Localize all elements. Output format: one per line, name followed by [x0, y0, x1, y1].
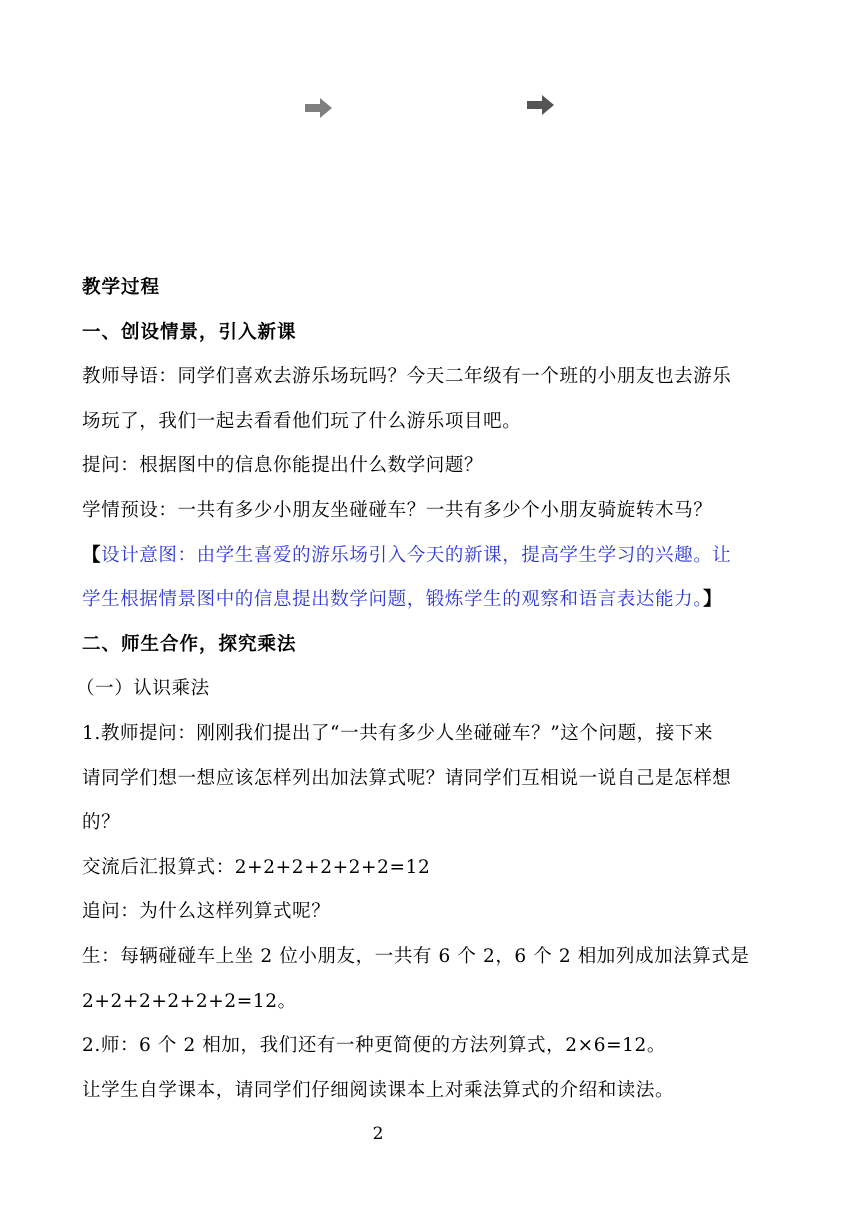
design-open-bracket: 【	[82, 544, 102, 566]
preset-line: 学情预设：一共有多少小朋友坐碰碰车？一共有多少个小朋友骑旋转木马？	[82, 499, 713, 521]
part2-subheading: （一）认识乘法	[76, 678, 210, 700]
design-close-bracket: 】	[703, 589, 723, 611]
item2-line: 2.师：6 个 2 相加，我们还有一种更简便的方法列算式，2×6=12。	[82, 1035, 667, 1057]
design-intent-line-2	[82, 578, 782, 623]
design-intent-text-1: 设计意图：由学生喜爱的游乐场引入今天的新课，提高学生学习的兴趣。让	[101, 544, 732, 566]
intro-line-1: 教师导语：同学们喜欢去游乐场玩吗？今天二年级有一个班的小朋友也去游乐	[82, 366, 732, 388]
left-arrow-icon	[305, 97, 333, 119]
question-line: 提问：根据图中的信息你能提出什么数学问题？	[82, 455, 484, 477]
right-arrow-icon	[527, 94, 555, 116]
document-body	[76, 266, 782, 1113]
item1-line-2: 请同学们想一想应该怎样列出加法算式呢？请同学们互相说一说自己是怎样想	[82, 767, 732, 789]
selfstudy-line: 让学生自学课本，请同学们仔细阅读课本上对乘法算式的介绍和读法。	[82, 1079, 675, 1101]
answer-line-1: 生：每辆碰碰车上坐 2 位小朋友，一共有 6 个 2，6 个 2 相加列成加法算式是	[82, 945, 750, 967]
report-line: 交流后汇报算式：2+2+2+2+2+2=12	[82, 856, 431, 878]
design-intent-line-1	[82, 534, 782, 579]
design-intent-text-2: 学生根据情景图中的信息提出数学问题，锻炼学生的观察和语言表达能力。	[82, 589, 704, 611]
part2-heading: 二、师生合作，探究乘法	[82, 633, 297, 655]
intro-line-2: 场玩了，我们一起去看看他们玩了什么游乐项目吧。	[82, 410, 522, 432]
item1-line-3: 的？	[82, 812, 121, 834]
item1-line-1: 1.教师提问：刚刚我们提出了“一共有多少人坐碰碰车？”这个问题，接下来	[82, 722, 714, 744]
answer-line-2: 2+2+2+2+2+2=12。	[82, 990, 297, 1012]
page-number: 2	[372, 1124, 384, 1144]
followup-line: 追问：为什么这样列算式呢？	[82, 901, 331, 923]
section-title: 教学过程	[82, 277, 161, 298]
part1-heading: 一、创设情景，引入新课	[82, 321, 297, 343]
